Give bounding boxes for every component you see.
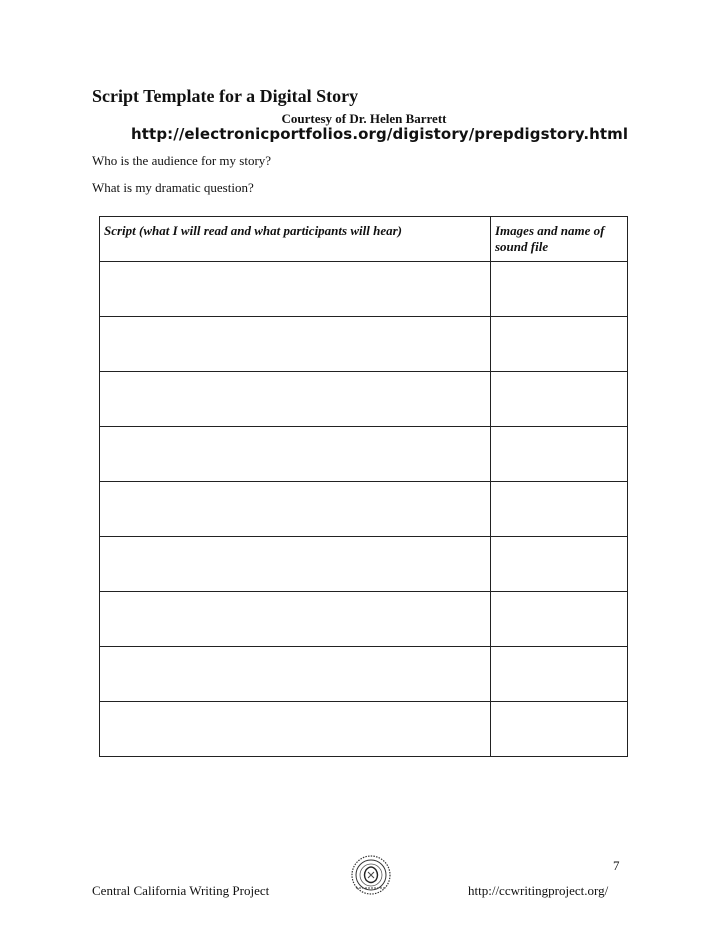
script-cell-text [100, 262, 490, 316]
images-cell[interactable] [491, 427, 628, 482]
table-row [100, 372, 628, 427]
courtesy-line: Courtesy of Dr. Helen Barrett [281, 111, 447, 126]
script-column-header [100, 217, 491, 262]
images-cell[interactable] [491, 262, 628, 317]
images-cell[interactable] [491, 482, 628, 537]
images-cell[interactable] [491, 537, 628, 592]
script-cell-text [100, 592, 490, 646]
table-row [100, 592, 628, 647]
table-row [100, 427, 628, 482]
table-row [100, 262, 628, 317]
table-row [100, 317, 628, 372]
footer-organization: Central California Writing Project [92, 883, 270, 898]
script-cell-text [100, 537, 490, 591]
images-cell-text [491, 317, 627, 371]
source-url-link[interactable]: http://electronicportfolios.org/digistory/prepdigstory.html [131, 125, 629, 143]
script-cell[interactable] [100, 702, 491, 757]
script-cell[interactable] [100, 372, 491, 427]
page-number: 7 [613, 858, 620, 873]
script-cell[interactable] [100, 482, 491, 537]
table-row [100, 647, 628, 702]
script-cell-text [100, 427, 490, 481]
images-cell[interactable] [491, 647, 628, 702]
images-column-label: Images and name of sound file [495, 223, 605, 254]
dramatic-question: What is my dramatic question? [92, 180, 254, 195]
table-row [100, 482, 628, 537]
images-cell[interactable] [491, 592, 628, 647]
writing-project-seal-icon [350, 854, 392, 896]
images-cell-text [491, 482, 627, 536]
script-cell-text [100, 702, 490, 756]
images-cell-text [491, 537, 627, 591]
images-cell-text [491, 427, 627, 481]
script-cell-text [100, 372, 490, 426]
images-cell-text [491, 702, 627, 756]
script-cell[interactable] [100, 592, 491, 647]
script-cell-text [100, 482, 490, 536]
script-cell-text [100, 317, 490, 371]
table-row [100, 537, 628, 592]
images-column-header [491, 217, 628, 262]
images-cell[interactable] [491, 702, 628, 757]
images-cell[interactable] [491, 372, 628, 427]
table-header-row [100, 217, 628, 262]
images-cell-text [491, 262, 627, 316]
images-cell-text [491, 647, 627, 701]
images-cell-text [491, 592, 627, 646]
script-cell-text [100, 647, 490, 701]
script-column-label: Script (what I will read and what participants will hear) [104, 223, 402, 238]
script-cell[interactable] [100, 427, 491, 482]
images-cell[interactable] [491, 317, 628, 372]
images-cell-text [491, 372, 627, 426]
audience-question: Who is the audience for my story? [92, 153, 272, 168]
table-row [100, 702, 628, 757]
script-cell[interactable] [100, 537, 491, 592]
script-cell[interactable] [100, 647, 491, 702]
script-cell[interactable] [100, 262, 491, 317]
script-cell[interactable] [100, 317, 491, 372]
page-title: Script Template for a Digital Story [92, 86, 359, 106]
footer-website-link[interactable]: http://ccwritingproject.org/ [468, 883, 609, 898]
script-table [99, 216, 628, 757]
